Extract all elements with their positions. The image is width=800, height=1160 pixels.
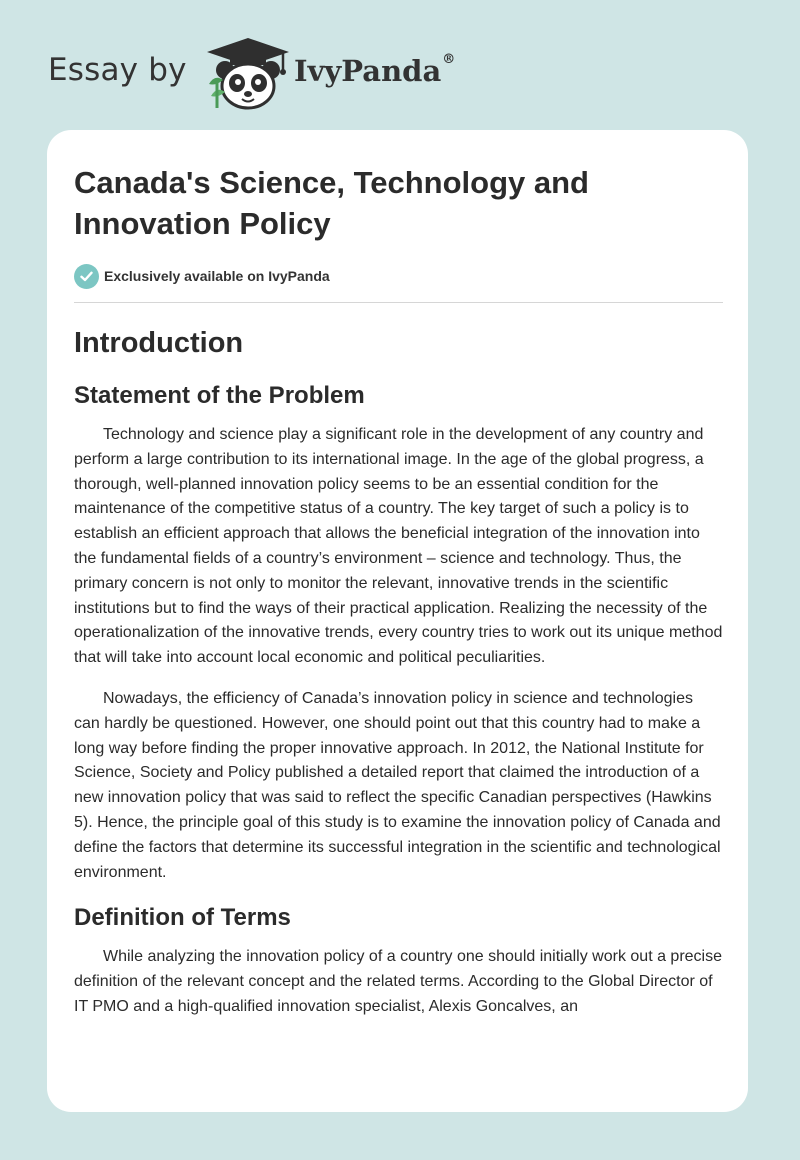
brand-name-text: IvyPanda	[294, 54, 442, 88]
panda-graduate-logo-icon[interactable]	[203, 36, 293, 110]
article-title-line1: Canada's Science, Technology and	[74, 165, 589, 200]
subsection-heading-statement: Statement of the Problem	[74, 382, 365, 409]
essay-by-label: Essay by	[48, 52, 187, 88]
paragraph-statement-1: Technology and science play a significant role in the development of any country and perform a large contribution to its international image. In the age of the global progress, a thorough, well-planned innovation policy seems to be an essential condition for the maintenance of the competitive status of a country. The key target of such a policy is to establish an efficient approach that allows the beneficial integration of the innovation into the fundamental fields of a country’s environment – science and technology. Thus, the primary concern is not only to monitor the relevant, innovative trends in the scientific institutions but to find the ways of their practical application. Realizing the necessity of the operationalization of the innovative trends, every country tries to work out its unique method that will take into account local economic and political peculiarities.	[74, 426, 723, 667]
exclusive-badge	[74, 263, 723, 289]
registered-mark: ®	[442, 52, 456, 67]
subsection-heading-definition: Definition of Terms	[74, 904, 291, 932]
title-divider	[74, 302, 723, 303]
paragraph-statement-2: Nowadays, the efficiency of Canada’s innovation policy in science and technologies can hardly be questioned. However, one should point out that this country had to make a long way before finding the proper innovative approach. In 2012, the National Institute for Science, Society and Policy published a detailed report that claimed the introduction of a new innovation policy that was said to reflect the specific Canadian perspectives (Hawkins 5). Hence, the principle goal of this study is to examine the innovation policy of Canada and define the factors that determine its successful integration in the scientific and technological environment.	[74, 689, 721, 881]
article-title	[74, 162, 723, 244]
article-card	[47, 130, 748, 1112]
section-heading-introduction: Introduction	[74, 327, 244, 359]
article-title-line2: Innovation Policy	[74, 206, 331, 241]
article-content	[74, 162, 723, 1020]
site-header	[48, 30, 648, 110]
check-badge-icon	[74, 264, 99, 289]
brand-name[interactable]	[294, 54, 455, 88]
exclusive-label: Exclusively available on IvyPanda	[104, 268, 330, 284]
paragraph-definition-1: While analyzing the innovation policy of a country one should initially work out a precise definition of the relevant concept and the related terms. According to the Global Director of IT PMO and a high-qualified innovation specialist, Alexis Goncalves, an	[74, 948, 723, 1015]
